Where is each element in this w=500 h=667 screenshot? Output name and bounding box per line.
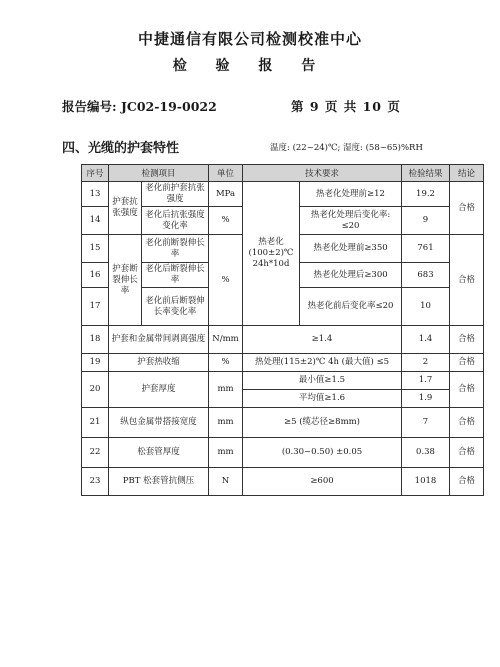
row-result-min: 1.7: [402, 372, 450, 390]
row-item: 纵包金属带搭接宽度: [109, 408, 209, 438]
table-row: [82, 408, 484, 438]
row-result: 7: [402, 408, 450, 438]
row-unit: N: [209, 468, 243, 496]
table-row: [82, 326, 484, 354]
row-requirement: 热老化处理前≥12: [300, 182, 402, 207]
row-no: 13: [82, 182, 109, 207]
row-result-avg: 1.9: [402, 390, 450, 408]
row-unit: %: [209, 207, 243, 235]
row-unit: mm: [209, 438, 243, 468]
table-row: [82, 438, 484, 468]
row-item: 老化前后断裂伸长率变化率: [142, 288, 209, 326]
results-table: [81, 164, 484, 496]
col-result: 检验结果: [402, 165, 450, 182]
row-requirement: ≥5 (缆芯径≥8mm): [243, 408, 402, 438]
aging-condition: 热老化(100±2)℃ 24h*10d: [243, 182, 300, 326]
row-result: 683: [402, 263, 450, 288]
row-requirement: ≥600: [243, 468, 402, 496]
row-result: 761: [402, 235, 450, 263]
page-info: 第 9 页 共 10 页: [291, 99, 401, 114]
row-result: 19.2: [402, 182, 450, 207]
row-unit: mm: [209, 372, 243, 408]
row-conclusion: 合格: [450, 468, 484, 496]
row-item: 松套管厚度: [109, 438, 209, 468]
row-no: 14: [82, 207, 109, 235]
table-row: [82, 372, 484, 390]
row-no: 17: [82, 288, 109, 326]
row-requirement: 热老化处理前≥350: [300, 235, 402, 263]
section-title: 四、光缆的护套特性: [62, 141, 180, 156]
row-requirement: 热处理(115±2)℃ 4h (最大值) ≤5: [243, 354, 402, 372]
row-item: 老化后抗张强度变化率: [142, 207, 209, 235]
test-conditions: 温度: (22~24)℃; 湿度: (58~65)%RH: [270, 143, 423, 153]
row-requirement: (0.30~0.50) ±0.05: [243, 438, 402, 468]
table-row: [82, 468, 484, 496]
row-requirement-min: 最小值≥1.5: [243, 372, 402, 390]
row-no: 21: [82, 408, 109, 438]
row-item: 老化前护套抗张强度: [142, 182, 209, 207]
group-label: 护套断裂伸长率: [109, 235, 142, 326]
row-conclusion: 合格: [450, 182, 484, 235]
row-result: 0.38: [402, 438, 450, 468]
row-unit: mm: [209, 408, 243, 438]
row-requirement: ≥1.4: [243, 326, 402, 354]
col-conclusion: 结论: [450, 165, 484, 182]
row-item: PBT 松套管抗侧压: [109, 468, 209, 496]
row-no: 16: [82, 263, 109, 288]
report-heading: 检 验 报 告: [172, 58, 328, 74]
row-result: 9: [402, 207, 450, 235]
col-requirement: 技术要求: [243, 165, 402, 182]
row-requirement: 热老化处理后变化率: ≤20: [300, 207, 402, 235]
row-item: 护套和金属带间剥离强度: [109, 326, 209, 354]
row-result: 10: [402, 288, 450, 326]
row-conclusion: 合格: [450, 372, 484, 408]
row-item: 护套厚度: [109, 372, 209, 408]
row-no: 18: [82, 326, 109, 354]
row-no: 15: [82, 235, 109, 263]
table-row: [82, 182, 484, 207]
row-item: 老化后断裂伸长率: [142, 263, 209, 288]
row-conclusion: 合格: [450, 326, 484, 354]
col-unit: 单位: [209, 165, 243, 182]
group-label: 护套抗张强度: [109, 182, 142, 235]
row-unit: MPa: [209, 182, 243, 207]
row-no: 22: [82, 438, 109, 468]
row-no: 20: [82, 372, 109, 408]
row-conclusion: 合格: [450, 408, 484, 438]
row-conclusion: 合格: [450, 354, 484, 372]
row-requirement: 热老化前后变化率≤20: [300, 288, 402, 326]
table-row: [82, 354, 484, 372]
row-result: 1.4: [402, 326, 450, 354]
row-unit: %: [209, 354, 243, 372]
row-conclusion: 合格: [450, 438, 484, 468]
row-no: 23: [82, 468, 109, 496]
row-requirement: 热老化处理后≥300: [300, 263, 402, 288]
row-no: 19: [82, 354, 109, 372]
row-conclusion: 合格: [450, 235, 484, 326]
row-result: 1018: [402, 468, 450, 496]
row-unit: %: [209, 235, 243, 326]
row-requirement-avg: 平均值≥1.6: [243, 390, 402, 408]
col-item: 检测项目: [109, 165, 209, 182]
report-number: 报告编号: JC02-19-0022: [62, 99, 217, 114]
org-title: 中捷通信有限公司检测校准中心: [137, 30, 362, 48]
row-item: 护套热收缩: [109, 354, 209, 372]
row-item: 老化前断裂伸长率: [142, 235, 209, 263]
row-unit: N/mm: [209, 326, 243, 354]
header-row: [82, 165, 484, 182]
col-no: 序号: [82, 165, 109, 182]
row-result: 2: [402, 354, 450, 372]
